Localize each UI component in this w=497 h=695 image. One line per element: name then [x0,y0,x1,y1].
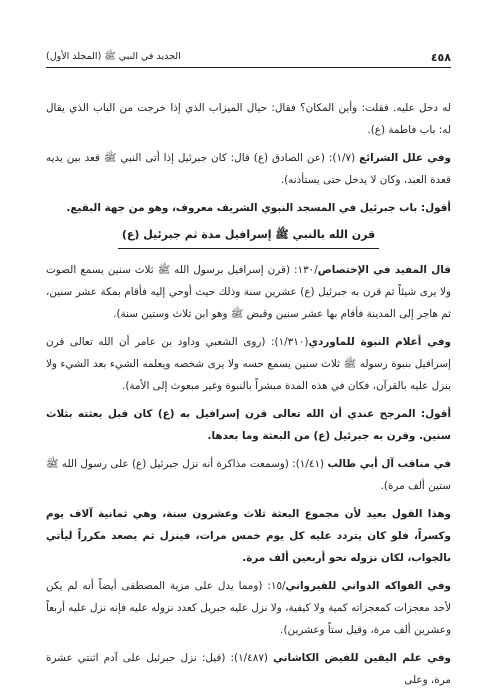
paragraph [46,331,451,397]
paragraph-lead: قال المفيد في الإختصاص [317,264,451,276]
paragraph [46,453,451,497]
header-divider [46,67,451,68]
running-title: الجديد في النبي ﷺ (المجلد الأول) [46,51,181,62]
paragraph-lead: وفي علم اليقين للفيض الكاشاني [273,652,451,664]
page-header [46,44,451,67]
paragraph [46,147,451,191]
page-body [46,97,451,691]
paragraph-lead: أقول: المرجح عندي أن الله تعالى قرن إسرافيل به (ع) كان قبل بعثته بثلاث سنين. وقرن به جبرئيل (ع) من البعثة وما بعدها. [46,408,451,442]
paragraph-text: (١/٣١٠): (روى الشعبي وداود بن عامر أن الله تعالى قرن إسرافيل بنبوة رسوله ﷺ ثلاث سنين يسمع حسه ولا يرى شخصه ويعلمه الشيء بعد الشيء ولا ينزل عليه بالقرآن، فكان في هذه المدة مبشراً بالنبوة وغير مبعوث إلى الأمة). [46,336,451,392]
paragraph-text: (١/٤١): (وسمعت مذاكرة أنه نزل جبرئيل (ع) على رسول الله ﷺ ستين ألف مرة). [46,458,451,492]
paragraph-lead: وفي علل الشرائع [359,152,451,164]
page-number: ٤٥٨ [430,51,451,64]
paragraph-lead: أقول: باب جبرئيل في المسجد النبوي الشريف معروف، وهو من جهة البقيع. [66,202,451,214]
paragraph-lead: وفي أعلام النبوة للماوردي [308,336,451,348]
paragraph [46,197,451,219]
paragraph [46,97,451,141]
paragraph [46,259,451,325]
paragraph-text: له دخل عليه. فقلت: وأين المكان؟ فقال: حيال الميزاب الذي إذا خرجت من الباب الذي يقال له: باب فاطمة (ع). [46,102,451,136]
paragraph [46,575,451,641]
paragraph-lead: في مناقب آل أبي طالب [327,458,451,470]
paragraph-text: (١/٤٨٧): (قيل: نزل جبرئيل على آدم اثنتي عشرة مرة، وعلى [46,652,451,686]
paragraph [46,647,451,691]
paragraph [46,503,451,569]
document-page [46,44,451,684]
paragraph-lead: وهذا القول بعيد لأن مجموع البعثة ثلاث وعشرون سنة، وهي ثمانية آلاف يوم وكسراً، فلو كان يتردد عليه كل يوم خمس مرات، فينزل ثم يصعد مكرراً ليأتي بالجواب، لكان نزوله نحو أربعين ألف مرة. [46,508,451,564]
paragraph-lead: وفي الفواكه الدواني للقيرواني [285,580,452,592]
section-heading: قرن الله بالنبي ﷺ إسرافيل مدة ثم جبرئيل (ع) [46,225,451,249]
paragraph-text: /١٣٠: (قرن إسرافيل برسول الله ﷺ ثلاث سنين يسمع الصوت ولا يرى شيئاً ثم قرن به جبرئيل (ع) عشرين سنة وذلك حيث أوحي إليه فأقام بمكة عشر سنين، ثم هاجر إلى المدينة فأقام بها عشر سنين وقبض ﷺ وهو ابن ثلاث وستين سنة). [46,264,451,320]
paragraph [46,403,451,447]
paragraph-text: (١/٧): (عن الصادق (ع) قال: كان جبرئيل إذا أتى النبي ﷺ قعد بين يديه قعدة العبد، وكان لا يدخل حتى يستأذنه). [46,152,451,186]
paragraph-text: /١٥: (ومما يدل على مزية المصطفى أيضاً أنه لم يكن لأحد معجزات كمعجزاته كمية ولا كيفية، ولا نزل عليه جبريل كعدد نزوله عليه فإنه نزل عليه أربعاً وعشرين ألف مرة، وقيل ستاً وعشرين). [46,580,451,636]
